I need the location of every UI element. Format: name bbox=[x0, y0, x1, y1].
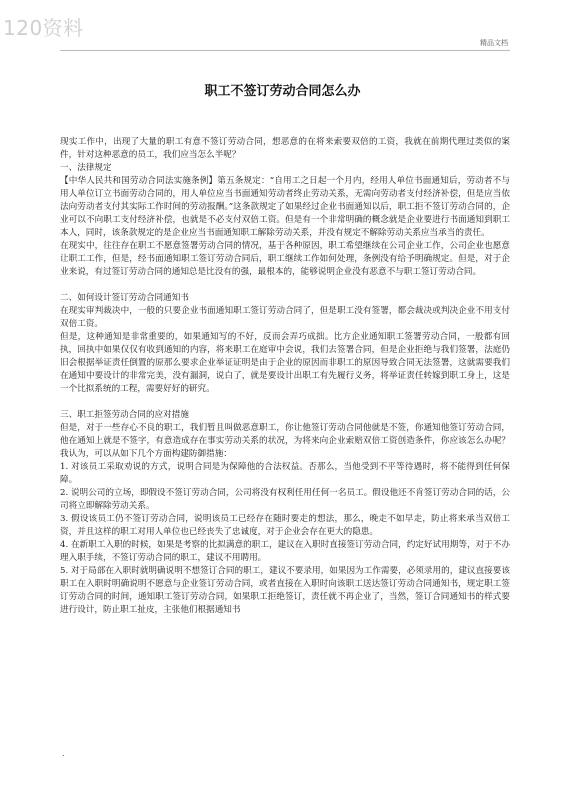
header-divider bbox=[60, 50, 510, 51]
header-note: 精品文档 bbox=[480, 39, 508, 47]
watermark-logo: 120资料 bbox=[3, 16, 84, 40]
document-body bbox=[60, 136, 510, 617]
footer-mark: . bbox=[62, 749, 65, 758]
paragraph-notice-design: 但是，这种通知是非常重要的，如果通知写的不好，反而会弄巧成拙。比方企业通知职工签署劳动合同，一般都有回执，回执中如果仅仅有收到通知的内容，将来职工在庭审中会说，我们去签署合同，但是企业拒绝与我们签署，法庭仍旧会根据举证责任倒置的原那么要求企业举证证明是由于企业的原因而非职工的原因导致合同无法签署，这就需要我们在通知中要设计的非常完美，没有漏洞，说白了，就是要设计出职工有先履行义务，将举证责任转嫁到职工身上，这是一个比拟系统的工程，需要好好的研究。 bbox=[60, 332, 510, 394]
paragraph-intro: 现实工作中，出现了大量的职工有意不签订劳动合同，想恶意的在将来索要双倍的工资，我就在前期代理过类似的案件，针对这种恶意的员工，我们应当怎么半呢？ bbox=[60, 137, 510, 160]
section-heading-1: 一、法律规定 bbox=[60, 163, 112, 173]
list-item-4: 4. 在新职工入职的时候，如果是考察的比拟满意的职工，建议在入职时直接签订劳动合同，约定好试用期等，对于不办理入职手续，不签订劳动合同的职工，建议不用聘用。 bbox=[60, 540, 510, 563]
paragraph-measures: 但是，对于一些存心不良的职工，我们暂且叫做恶意职工，你让他签订劳动合同他就是不签，你通知他签订劳动合同，他在通知上就是不签字，有意造成存在事实劳动关系的状况，为将来向企业索赔双倍工资创造条件，你应该怎么办呢？我认为，可以从如下几个方面构建防御措施： bbox=[60, 423, 510, 459]
list-item-2: 2. 说明公司的立场，即假设不签订劳动合同，公司将没有权利任用任何一名员工。假设他还不肯签订劳动合同的话，公司将立即解除劳动关系。 bbox=[60, 488, 510, 511]
paragraph-judgment: 在现实审判裁决中，一般的只要企业书面通知职工签订劳动合同了，但是职工没有签署，都会裁决或判决企业不用支付双倍工资。 bbox=[60, 306, 510, 329]
list-item-1: 1. 对该员工采取劝说的方式，说明合同是为保障他的合法权益。否那么，当他受到不平等待遇时，将不能得到任何保障。 bbox=[60, 462, 510, 485]
section-heading-3: 三、职工拒签劳动合同的应对措施 bbox=[60, 410, 189, 420]
section-heading-2: 二、如何设计签订劳动合同通知书 bbox=[60, 293, 189, 303]
document-title: 职工不签订劳动合同怎么办 bbox=[204, 84, 361, 99]
paragraph-reality: 在现实中，往往存在职工不愿意签署劳动合同的情况，基于各种原因，职工希望继续在公司企业工作，公司企业也愿意让职工工作，但是，经书面通知职工签订劳动合同后，职工继续工作如何处理，条例没有给予明确规定。但是，对于企业来说，有过签订劳动合同的通知总是比没有的强，最根本的，能够说明企业没有恶意不与职工签订劳动合同。 bbox=[60, 241, 510, 277]
list-item-5: 5. 对于局部在入职时就明确说明不想签订合同的职工，建议不要录用，如果因为工作需要，必须录用的，建议直接要该职工在入职时明确说明不愿意与企业签订劳动合同，或者直接在入职时向该职工送达签订劳动合同通知书，规定职工签订劳动合同的时间，通知职工签订劳动合同，如果职工拒绝签订，责任就不再企业了，当然，签订合同通知书的样式要进行设计，防止职工扯皮，主张他们根据通知书 bbox=[60, 566, 510, 615]
spacer bbox=[60, 279, 510, 292]
list-item-3: 3. 假设该员工仍不签订劳动合同，说明该员工已经存在随时要走的想法，那么，晚走不如早走，防止将来承当双倍工资，并且这样的职工对用人单位也已经丧失了忠诚度，对于企业会存在更大的隐患。 bbox=[60, 514, 510, 537]
spacer bbox=[60, 396, 510, 409]
paragraph-law: 【中华人民共和国劳动合同法实施条例】第五条规定：“自用工之日起一个月内，经用人单位书面通知后，劳动者不与用人单位订立书面劳动合同的，用人单位应当书面通知劳动者终止劳动关系，无需向劳动者支付经济补偿，但是应当依法向劳动者支付其实际工作时间的劳动报酬。”这条款规定了如果经过企业书面通知以后，职工拒不签订劳动合同的，企业可以不向职工支付经济补偿，也就是不必支付双倍工资。但是有一个非常明确的概念就是企业要进行书面通知到职工本人，同时，该条款规定的是企业应当书面通知职工解除劳动关系，并没有规定不解除劳动关系应当承当的责任。 bbox=[60, 176, 510, 238]
